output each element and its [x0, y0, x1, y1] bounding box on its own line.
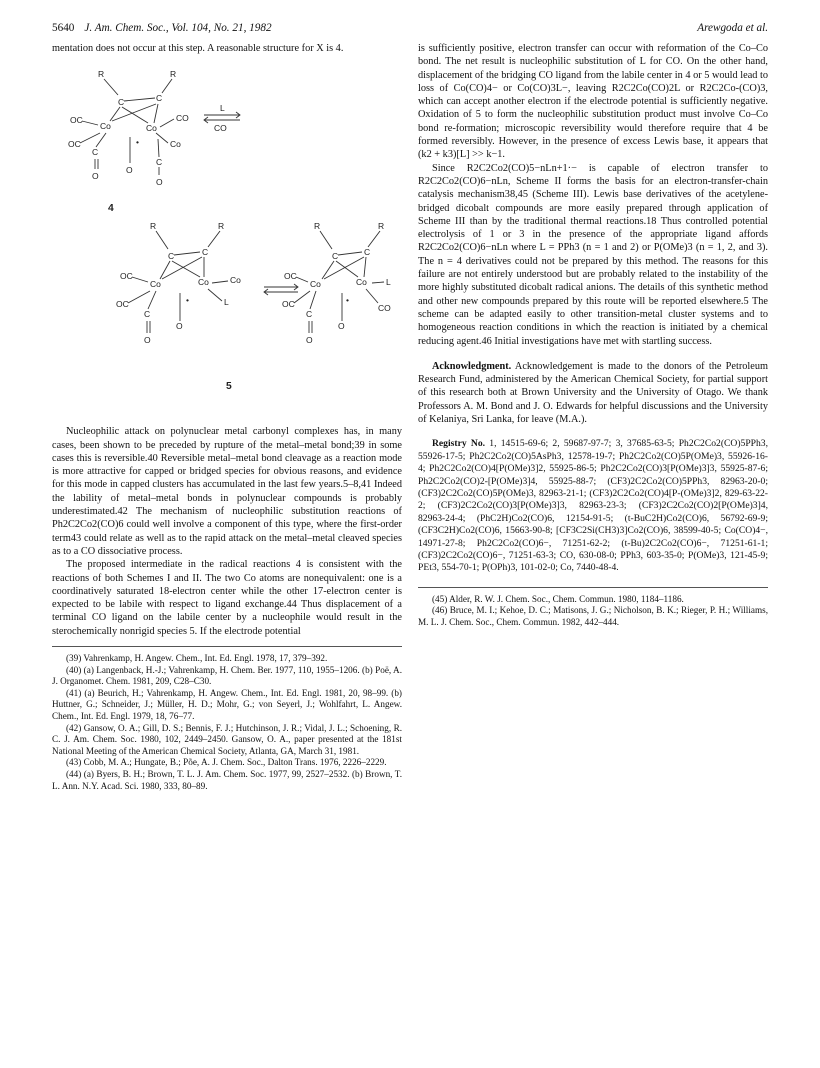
structure-5-drawing [52, 215, 402, 425]
bond [294, 291, 310, 303]
reference: (42) Gansow, O. A.; Gill, D. S.; Bennis, F. J.; Hutchinson, J. R.; Vidal, J. L.; Schoening, R. C. J. Am. Chem. Soc. 1980, 102, 2449–2450. Gansow, O. A., paper presented at the 181st National Meeting of the American Chemical Society, Atlanta, GA, March 31, 1981. [52, 722, 402, 756]
bond [148, 291, 156, 309]
atom-label: O [144, 335, 151, 346]
bond [162, 79, 172, 93]
atom-label: R [170, 69, 177, 80]
header-left [52, 22, 272, 34]
bond [364, 257, 366, 277]
reference: (40) (a) Langenback, H.-J.; Vahrenkamp, H. Chem. Ber. 1977, 110, 1955–1206. (b) Poë, A. J. Organomet. Chem. 1981, 209, C28–C30. [52, 664, 402, 687]
compound-number: 4 [108, 203, 114, 215]
acknowledgment-title: Acknowledgment. [432, 360, 512, 372]
atom-label: C [364, 247, 371, 258]
structure-4-figure [52, 55, 402, 215]
reference: (43) Cobb, M. A.; Hungate, B.; Põe, A. J. Chem. Soc., Dalton Trans. 1976, 2226–2229. [66, 757, 387, 768]
paragraph: is sufficiently positive, electron transfer can occur with reformation of the Co–Co bond. The net result is nucleophilic substitution of L for CO. On the other hand, displacement of the bridging CO ligand from the labile center in 4 or 5 would lead to loss of Co(CO)4− or Co(CO)3L−, leaving R2C2Co(CO)2L or R2C2Co-(CO)3, which can accept another electron if the electrode potential is sufficiently negative. Oxidation of 5 to form the nucleophilic substitution product must involve Co–Co bond re-formation; microscopic reversibility would therefore require that 4 be formed reversibly. However, in the presence of excess Lewis base, it appears that (k2 + k3)[L] >> k−1. [418, 43, 769, 161]
atom-label: R [98, 69, 105, 80]
journal-citation: J. Am. Chem. Soc., Vol. 104, No. 21, 1982 [84, 22, 272, 34]
atom-label: O [306, 335, 313, 346]
reference: (46) Bruce, M. I.; Kehoe, D. C.; Matisons, J. G.; Nicholson, B. K.; Rieger, P. H.; Williams, M. L. J. Chem. Soc., Chem. Commun. 1982, 442–444. [418, 605, 768, 627]
reference: (45) Alder, R. W. J. Chem. Soc., Chem. Commun. 1980, 1184–1186. [432, 593, 684, 604]
bond [324, 257, 364, 279]
left-column [52, 42, 402, 792]
atom-label: Co [310, 279, 321, 290]
registry-title: Registry No. [432, 438, 486, 450]
atom-label: C [332, 251, 339, 262]
atom-label: Co [230, 275, 241, 286]
compound-number: 5 [226, 381, 232, 393]
atom-label: Co [356, 277, 367, 288]
bond [154, 104, 158, 123]
bond [80, 133, 100, 143]
atom-label: OC [116, 299, 129, 310]
atom-label: R [314, 221, 321, 232]
bond [320, 231, 332, 249]
bond [132, 277, 148, 282]
bond [124, 98, 155, 101]
atom-label: O [126, 165, 133, 176]
atom-label: OC [120, 271, 133, 282]
footnote-rule [52, 646, 402, 647]
atom-label: • [186, 295, 189, 306]
structure-4-drawing [52, 55, 402, 215]
bond [336, 261, 358, 277]
atom-label: R [218, 221, 225, 232]
paragraph: mentation does not occur at this step. A reasonable structure for X is 4. [52, 43, 344, 54]
reference: (39) Vahrenkamp, H. Angew. Chem., Int. Ed. Engl. 1978, 17, 379–392. [66, 653, 328, 664]
atom-label: OC [284, 271, 297, 282]
acknowledgment-text: Acknowledgement is made to the donors of the Petroleum Research Fund, administered by the American Chemical Society, for partial support of this research both at Brown University and the University of Otago. We thank Professors A. M. Bond and J. O. Edwards for helpful discussions and the University of Kelaniya, Sri Lanka, for leave (M.A.). [418, 360, 768, 426]
atom-label: Co [100, 121, 111, 132]
atom-label: L [224, 297, 229, 308]
atom-label: OC [282, 299, 295, 310]
atom-label: C [144, 309, 151, 320]
bond [372, 282, 384, 283]
atom-label: R [378, 221, 385, 232]
atom-label: CO [176, 113, 189, 124]
atom-label: C [202, 247, 209, 258]
atom-label: • [346, 295, 349, 306]
bond [338, 252, 362, 255]
bond [104, 79, 118, 95]
atom-label: • [136, 137, 139, 148]
bond [122, 107, 148, 123]
reagent-label: L [220, 103, 225, 114]
reference: (41) (a) Beurich, H.; Vahrenkamp, H. Angew. Chem., Int. Ed. Engl. 1981, 20, 98–99. (b) Huttner, G.; Schneider, J.; Müller, H. D.; Mohr, G.; von Seyerl, J.; Wohlfahrt, L. Angew. Chem., Int. Ed. Engl. 1979, 18, 76–77. [52, 687, 402, 722]
reagent-label: CO [214, 123, 227, 134]
atom-label: C [156, 93, 163, 104]
bond [174, 252, 200, 255]
atom-label: L [386, 277, 391, 288]
atom-label: Co [198, 277, 209, 288]
atom-label: OC [70, 115, 83, 126]
paragraph: The proposed intermediate in the radical reactions 4 is consistent with the reactions of both Schemes I and II. The two Co atoms are nonequivalent: one is a coordinatively saturated 18-electron center while the other 17-electron center is expected to be labile with respect to ligand exchange.44 Thus displacement of a terminal CO ligand on the labile center by a nucleophile would result in the sterochemically nonrigid species 5. If the electrode potential [52, 559, 402, 637]
bond [96, 133, 106, 147]
bond [156, 231, 168, 249]
bond [160, 261, 170, 279]
page-header [52, 22, 768, 38]
bond [296, 277, 308, 282]
bond [366, 289, 378, 303]
bond [208, 231, 220, 247]
atom-label: CO [378, 303, 391, 314]
atom-label: R [150, 221, 157, 232]
atom-label: C [118, 97, 125, 108]
footnote-rule [418, 587, 768, 588]
acknowledgment [418, 360, 768, 426]
atom-label: Co [170, 139, 181, 150]
bond [172, 261, 200, 277]
running-authors: Arewgoda et al. [697, 22, 768, 34]
atom-label: C [168, 251, 175, 262]
right-column [418, 42, 768, 629]
atom-label: C [156, 157, 163, 168]
references-right [418, 594, 768, 629]
page-number: 5640 [52, 22, 75, 34]
atom-label: O [338, 321, 345, 332]
atom-label: Co [146, 123, 157, 134]
bond [160, 119, 174, 127]
atom-label: O [156, 177, 163, 188]
bond [368, 231, 380, 247]
bond [310, 291, 316, 309]
atom-label: C [306, 309, 313, 320]
reference: (44) (a) Byers, B. H.; Brown, T. L. J. Am. Chem. Soc. 1977, 99, 2527–2532. (b) Brown, T. L. Ann. N.Y. Acad. Sci. 1980, 333, 80–89. [52, 768, 402, 791]
paragraph: Since R2C2Co2(CO)5−nLn+1·− is capable of electron transfer to R2C2Co2(CO)6−nLn, Scheme II forms the basis for an electron-transfer-chain catalysis mechanism38,45 (Scheme III). Lewis base derivatives of the acetylene-bridged dicobalt compounds are more easily prepared through application of Scheme III than by the traditional thermal reactions.18 Thus controlled potential electrolysis of 1 or 3 in the presence of the appropriate ligand affords R2C2Co2(CO)6−nLn where L = PPh3 (n = 1 and 2) or P(OMe)3 (n = 1, 2, and 3). The n = 4 derivatives could not be prepared by this method. The reasons for this failure are not entirely understood but are probably related to the instability of the more highly substituted dicobalt radical anions. The details of this synthetic method and other new compounds prepared by this route will be reported elsewhere.5 The scheme can be adapted easily to other transition-metal cluster systems and to homogeneous reaction conditions in which the reaction is initiated by a chemical reducing agent.46 Initial investigations have met with startling success. [418, 162, 768, 347]
references-left [52, 653, 402, 792]
atom-label: C [92, 147, 99, 158]
paragraph: Nucleophilic attack on polynuclear metal carbonyl complexes has, in many cases, been shown to be preceded by rupture of the metal–metal bond;39 in some cases this is reversible.40 Reversible metal–metal bond cleavage as a reaction mode is more attractive for capped or bridged species for obvious reasons, and evidence for this mode in capped clusters has accumulated in the last few years.5–8,41 Indeed the lability of metal–metal bonds in polynuclear compounds is probably underestimated.42 The mechanism of nucleophilic substitution reactions of Ph2C2Co2(CO)6 could well involve a component of this type, where the first-order term43 could relate as well as to the rapid attack on the metal–metal cleaved species as to a CO dissociative process. [52, 426, 402, 557]
bond [212, 281, 228, 283]
structure-5-figure [52, 215, 402, 425]
bond [208, 289, 222, 301]
bond [158, 139, 159, 157]
bond [82, 121, 98, 125]
atom-label: O [92, 171, 99, 182]
bond [128, 291, 150, 303]
registry-text: 1, 14515-69-6; 2, 59687-97-7; 3, 37685-63-5; Ph2C2Co2(CO)5PPh3, 55926-17-5; Ph2C2Co2(CO)5AsPh3, 12578-19-7; Ph2C2Co2(CO)5P(OMe)3, 55926-16-4; Ph2C2Co2(CO)4[P(OMe)3]2, 55925-86-5; Ph2C2Co2(CO)3[P(OMe)3]3, 55925-87-6; Ph2C2Co2(CO)2-[P(OMe)3]4, 55925-88-7; (CF3)2C2Co2(CO)5PPh3, 82963-20-0; (CF3)2C2Co2(CO)5P(OMe)3, 82963-21-1; (CF3)2C2Co2(CO)4[P-(OMe)3]2, 829-63-22-2; (CF3)2C2Co2(CO)3[P(OMe)3]3, 82963-23-3; (CF3)2C2Co2(CO)2[P(OMe)3]4, 82963-24-4; (PhC2H)Co2(CO)6, 12154-91-5; (t-BuC2H)Co2(CO)6, 56792-69-9; (CF3C2H)Co2(CO)6, 15663-90-8; [CF3C2Si(CH3)3]Co2(CO)6, 38599-40-5; Co(CO)4−, 14971-27-8; Ph2C2Co2(CO)6−, 71251-62-2; (t-Bu)2C2Co2(CO)6−, 71251-61-1; (CF3)2C2Co2(CO)6−, 71251-63-3; CO, 630-08-0; PPh3, 603-35-0; P(OMe)3, 121-45-9; PEt3, 554-70-1; P(OPh)3, 101-02-0; Co, 7440-48-4. [418, 438, 768, 574]
atom-label: OC [68, 139, 81, 150]
atom-label: Co [150, 279, 161, 290]
atom-label: O [176, 321, 183, 332]
registry-numbers [418, 438, 768, 574]
